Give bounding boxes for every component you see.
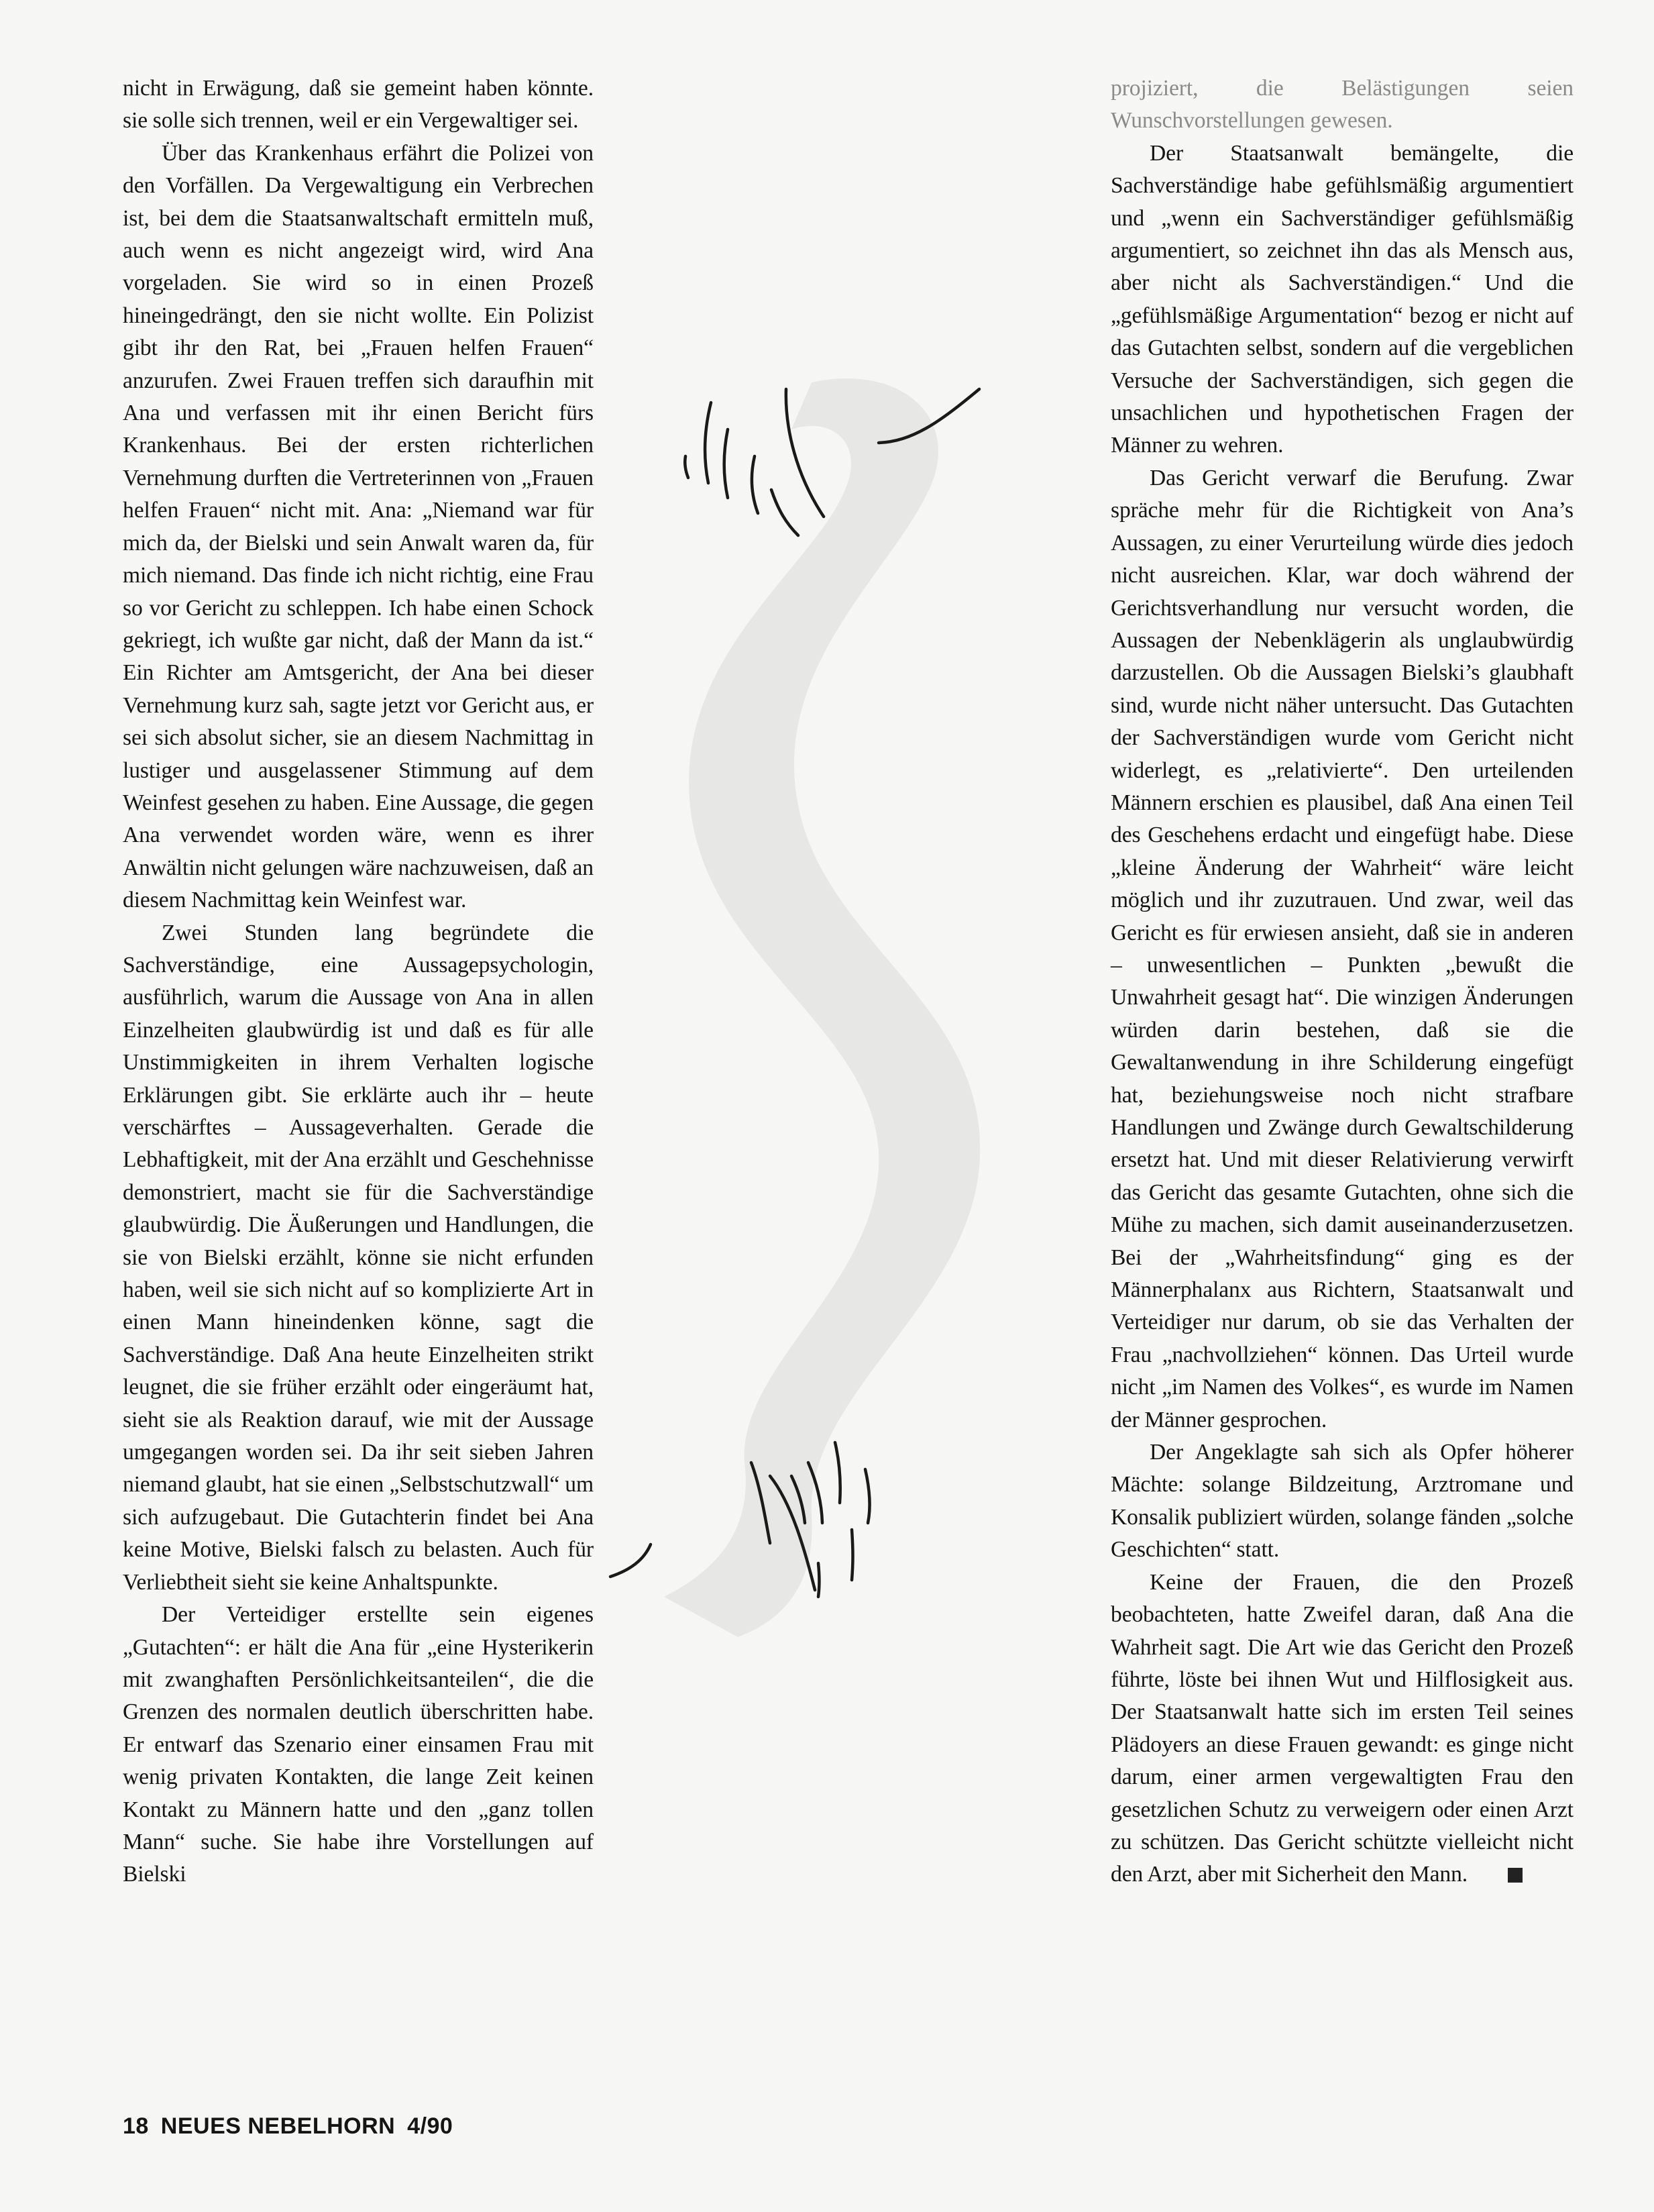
end-of-article-square-icon	[1508, 1868, 1523, 1883]
page-footer	[123, 2113, 458, 2140]
article-column-right	[1111, 72, 1574, 1891]
paragraph: Der Staatsanwalt bemängelte, die Sachverständige habe gefühlsmäßig argumentiert und „wenn ein Sachverständiger gefühlsmäßig argumentiert, so zeichnet ihn das als Mensch aus, aber nicht als Sachverständigen.“ Und die „gefühlsmäßige Argumentation“ bezog er nicht auf das Gutachten selbst, sondern auf die vergeblichen Versuche der Sachverständigen, sich gegen die unsachlichen und hypothetischen Fragen der Männer zu wehren.	[1111, 140, 1574, 458]
paragraph: Über das Krankenhaus erfährt die Polizei von den Vorfällen. Da Vergewaltigung ein Verbrechen ist, bei dem die Staatsanwaltschaft ermitteln muß, auch wenn es nicht angezeigt wird, wird Ana vorgeladen. Sie wird so in einen Prozeß hineingedrängt, den sie nicht wollte. Ein Polizist gibt ihr den Rat, bei „Frauen helfen Frauen“ anzurufen. Zwei Frauen treffen sich daraufhin mit Ana und verfassen mit ihr einen Bericht fürs Krankenhaus. Bei der ersten richterlichen Vernehmung durften die Vertreterinnen von „Frauen helfen Frauen“ nicht mit. Ana: „Niemand war für mich da, der Bielski und sein Anwalt waren da, für mich niemand. Das finde ich nicht richtig, eine Frau so vor Gericht zu schleppen. Ich habe einen Schock gekriegt, ich wußte gar nicht, daß der Mann da ist.“ Ein Richter am Amtsgericht, der Ana bei dieser Vernehmung kurz sah, sagte jetzt vor Gericht aus, er sei sich absolut sicher, sie an diesem Nachmittag in lustiger und ausgelassener Stimmung auf dem Weinfest gesehen zu haben. Eine Aussage, die gegen Ana verwendet worden wäre, wenn es ihrer Anwältin nicht gelungen wäre nachzuweisen, daß an diesem Nachmittag kein Weinfest war.	[123, 140, 594, 913]
paragraph: nicht in Erwägung, daß sie gemeint haben könnte. sie solle sich trennen, weil er ein Vergewaltiger sei.	[123, 76, 594, 134]
decorative-illustration	[590, 322, 1113, 1691]
issue-number: 4/90	[407, 2113, 453, 2139]
paragraph: projiziert, die Belästigungen seien Wunschvorstellungen gewesen.	[1111, 76, 1574, 134]
paragraph: Der Verteidiger erstellte sein eigenes „Gutachten“: er hält die Ana für „eine Hysterikerin mit zwanghaften Persönlichkeitsanteilen“, die die Grenzen des normalen deutlich überschritten habe. Er entwarf das Szenario einer einsamen Frau mit wenig privaten Kontakten, die lange Zeit keinen Kontakt zu Männern hatte und den „ganz tollen Mann“ suche. Sie habe ihre Vorstellungen auf Bielski	[123, 1602, 594, 1887]
publication-name: NEUES NEBELHORN	[160, 2113, 396, 2139]
paragraph: Der Angeklagte sah sich als Opfer höherer Mächte: solange Bildzeitung, Arztromane und Konsalik publiziert würden, solange fänden „solche Geschichten“ statt.	[1111, 1440, 1574, 1563]
article-column-left	[123, 72, 594, 1891]
paragraph: Das Gericht verwarf die Berufung. Zwar spräche mehr für die Richtigkeit von Ana’s Aussagen, zu einer Verurteilung würde dies jedoch nicht ausreichen. Klar, war doch während der Gerichtsverhandlung nur versucht worden, die Aussagen der Nebenklägerin als unglaubwürdig darzustellen. Ob die Aussagen Bielski’s glaubhaft sind, wurde nicht näher untersucht. Das Gutachten der Sachverständigen wurde vom Gericht nicht widerlegt, es „relativierte“. Den urteilenden Männern erschien es plausibel, daß Ana einen Teil des Geschehens erdacht und eingefügt habe. Diese „kleine Änderung der Wahrheit“ wäre leicht möglich und ihr zuzutrauen. Und zwar, weil das Gericht es für erwiesen ansieht, daß sie in anderen – unwesentlichen – Punkten „bewußt die Unwahrheit gesagt hat“. Die winzigen Änderungen würden darin bestehen, daß sie die Gewaltanwendung in ihre Schilderung eingefügt hat, beziehungsweise noch nicht strafbare Handlungen und Zwänge durch Gewaltschilderung ersetzt hat. Und mit dieser Relativierung verwirft das Gericht das gesamte Gutachten, ohne sich die Mühe zu machen, sich damit auseinanderzusetzen. Bei der „Wahrheitsfindung“ ging es der Männerphalanx aus Richtern, Staatsanwalt und Verteidiger nur darum, ob sie das Verhalten der Frau „nachvollziehen“ können. Das Urteil wurde nicht „im Namen des Volkes“, es wurde im Namen der Männer gesprochen.	[1111, 465, 1574, 1432]
page-number: 18	[123, 2113, 149, 2139]
paragraph-text: Keine der Frauen, die den Prozeß beobachteten, hatte Zweifel daran, daß Ana die Wahrheit sagt. Die Art wie das Gericht den Prozeß führte, löste bei ihnen Wut und Hilflosigkeit aus. Der Staatsanwalt hatte sich im ersten Teil seines Plädoyers an diese Frauen gewandt: es ginge nicht darum, einer armen vergewaltigten Frau den gesetzlichen Schutz zu verweigern oder einen Arzt zu schützen. Das Gericht schützte vielleicht nicht den Arzt, aber mit Sicherheit den Mann.	[1111, 1569, 1574, 1887]
paragraph-final	[1111, 1567, 1574, 1891]
grey-s-curve	[664, 378, 980, 1637]
paragraph: Zwei Stunden lang begründete die Sachverständige, eine Aussagepsychologin, ausführlich, warum die Aussage von Ana in allen Einzelheiten glaubwürdig ist und daß es für alle Unstimmigkeiten in ihrem Verhalten logische Erklärungen gibt. Sie erklärte auch ihr – heute verschärftes – Aussageverhalten. Gerade die Lebhaftigkeit, mit der Ana erzählt und Geschehnisse demonstriert, macht sie für die Sachverständige glaubwürdig. Die Äußerungen und Handlungen, die sie von Bielski erzählt, könne sie nicht erfunden haben, weil sie sich nicht auf so komplizierte Art in einen Mann hineindenken könne, sagt die Sachverständige. Daß Ana heute Einzelheiten strikt leugnet, die sie früher erzählt oder eingeräumt hat, sieht sie als Reaktion darauf, wie mit der Aussage umgegangen worden sei. Da ihr seit sieben Jahren niemand glaubt, hat sie einen „Selbstschutzwall“ um sich aufzugebaut. Die Gutachterin findet bei Ana keine Motive, Bielski falsch zu belasten. Auch für Verliebtheit sieht sie keine Anhaltspunkte.	[123, 920, 594, 1595]
